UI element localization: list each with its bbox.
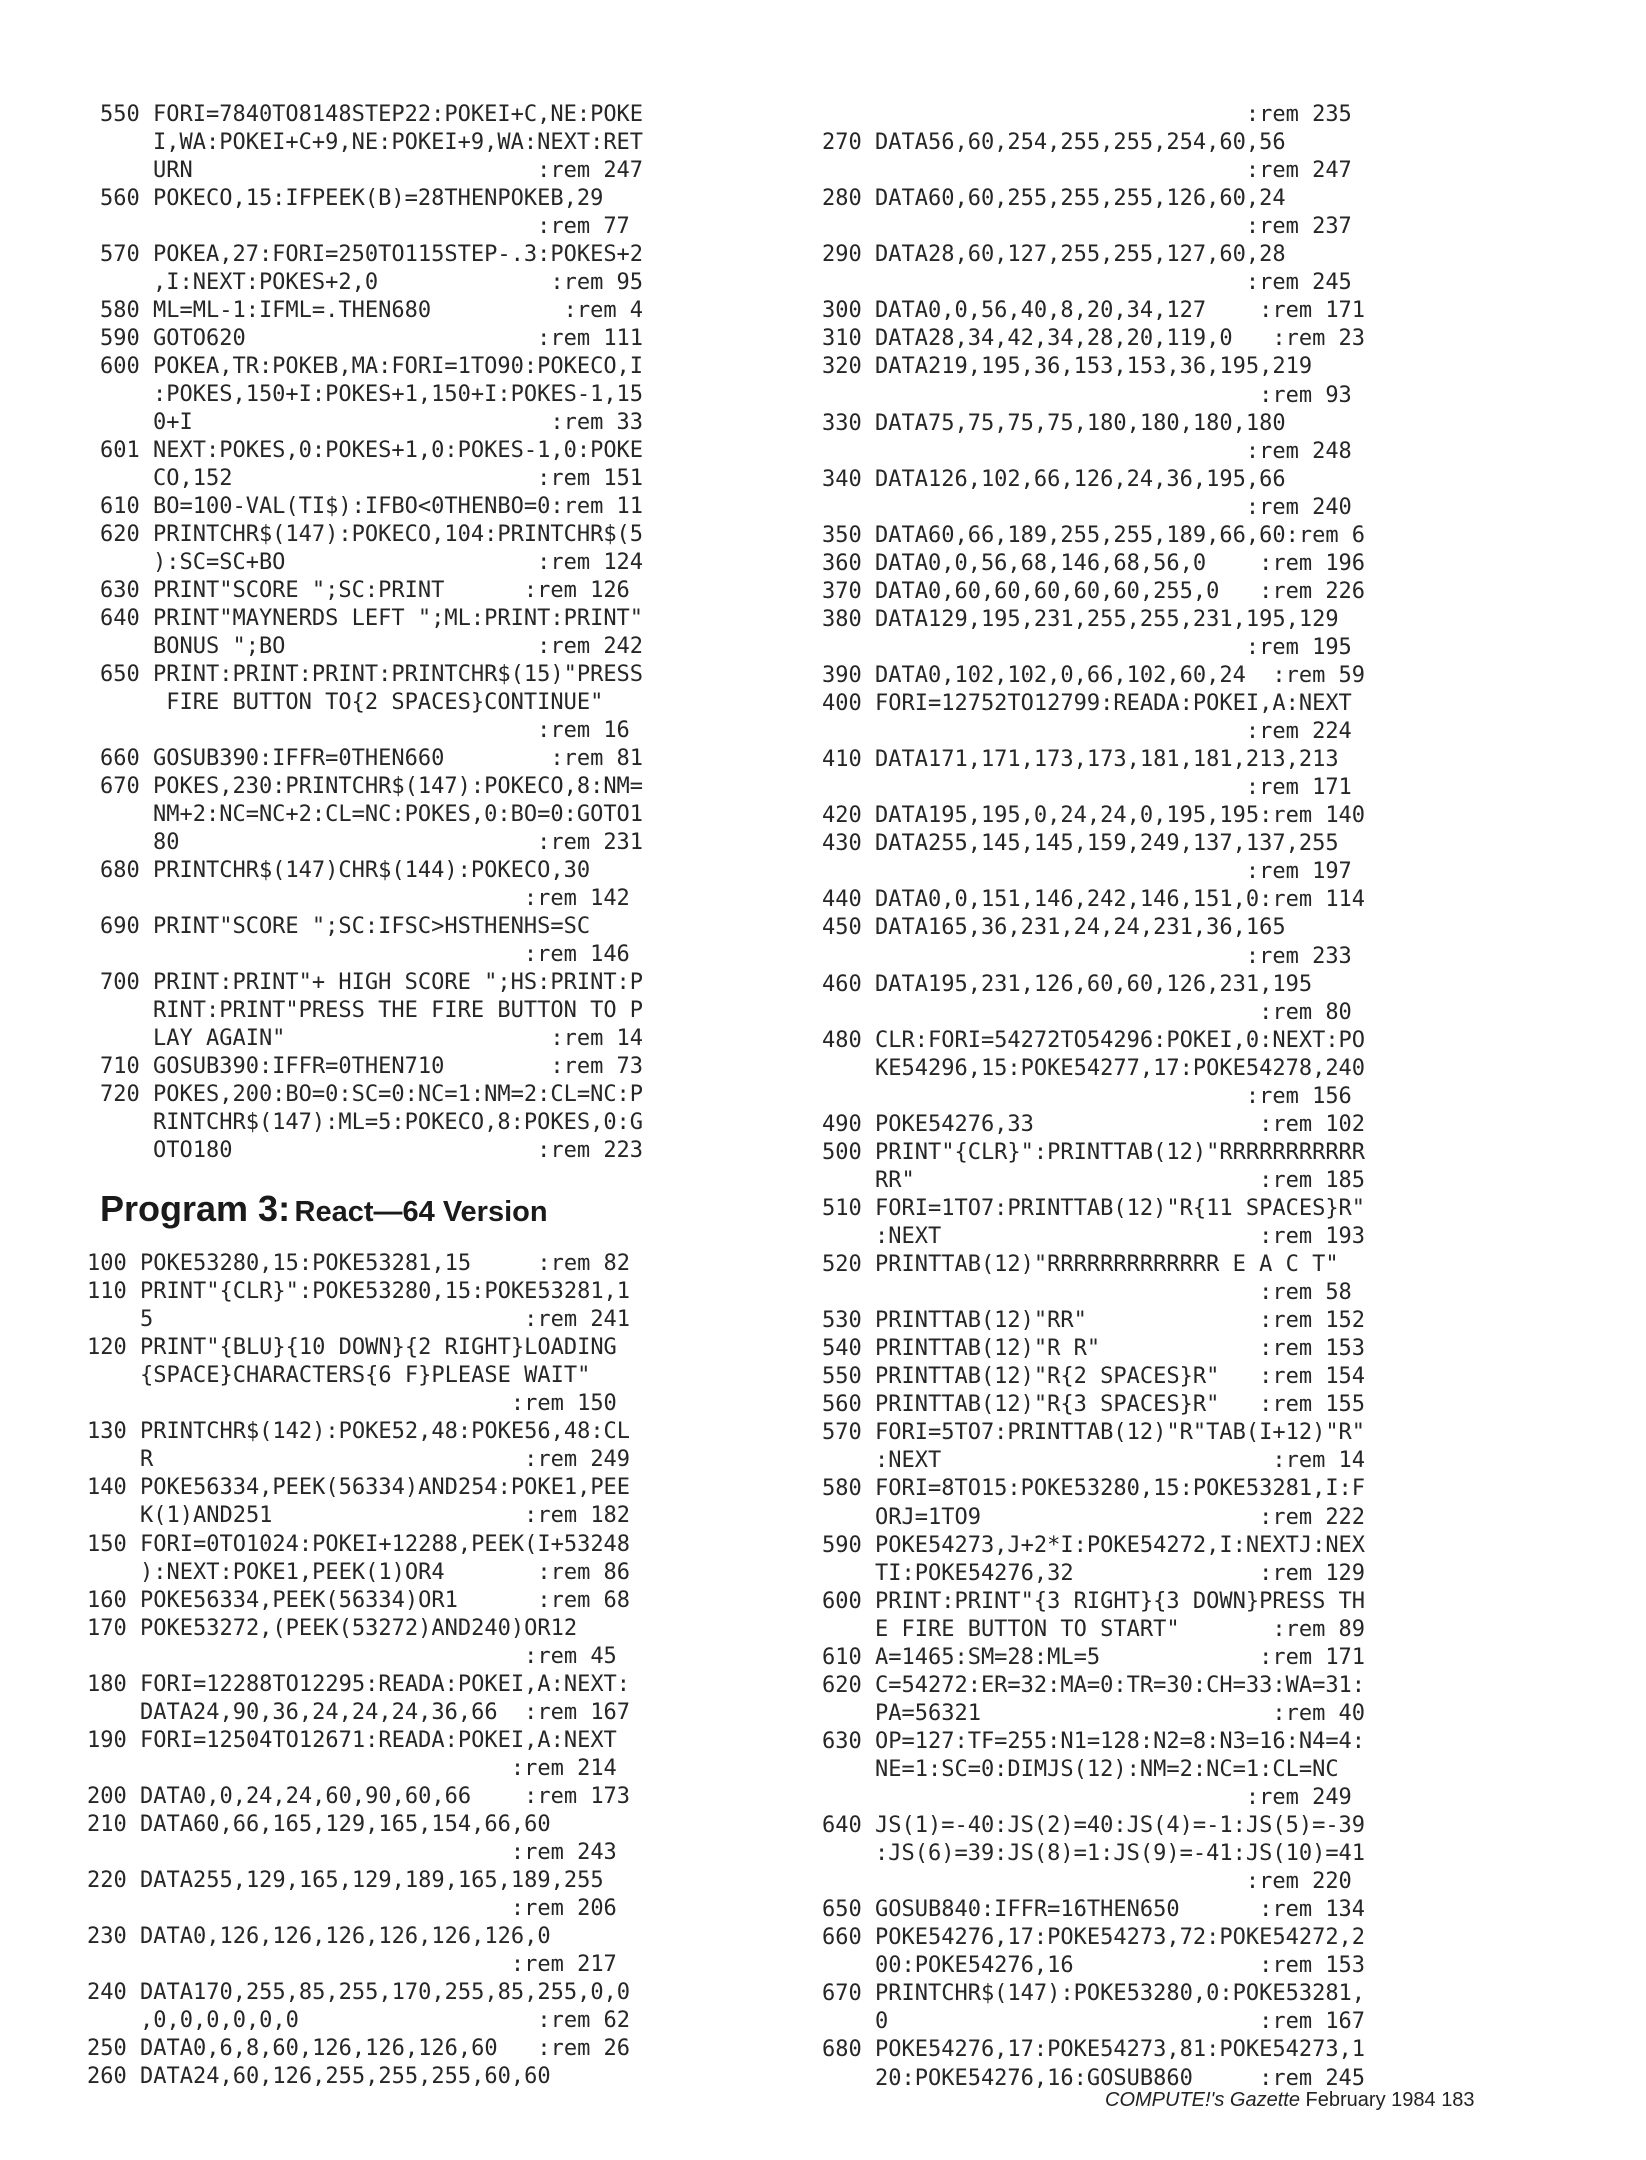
code-line: 340 DATA126,102,66,126,24,36,195,66 (822, 466, 1286, 492)
code-line: 550 PRINTTAB(12)"R{2 SPACES}R" :rem 154 (822, 1364, 1366, 1390)
code-line: :rem 243 (87, 1840, 617, 1866)
code-line: :rem 146 (100, 942, 630, 967)
code-line: 530 PRINTTAB(12)"RR" :rem 152 (822, 1308, 1366, 1334)
code-line: 320 DATA219,195,36,153,153,36,195,219 (822, 354, 1313, 380)
code-line: 370 DATA0,60,60,60,60,60,255,0 :rem 226 (822, 578, 1366, 604)
code-line: 110 PRINT"{CLR}":POKE53280,15:POKE53281,1 (87, 1279, 631, 1305)
code-line: OTO180 :rem 223 (100, 1138, 644, 1163)
code-line: :rem 206 (87, 1896, 617, 1922)
code-line: 420 DATA195,195,0,24,24,0,195,195:rem 140 (822, 803, 1366, 829)
code-line: DATA24,90,36,24,24,24,36,66 :rem 167 (87, 1699, 631, 1725)
code-line: 240 DATA170,255,85,255,170,255,85,255,0,0 (87, 1980, 631, 2006)
code-line: 580 FORI=8TO15:POKE53280,15:POKE53281,I:F (822, 1476, 1366, 1502)
code-line: 690 PRINT"SCORE ";SC:IFSC>HSTHENHS=SC (100, 914, 591, 939)
code-line: 540 PRINTTAB(12)"R R" :rem 153 (822, 1336, 1366, 1362)
code-line: 400 FORI=12752TO12799:READA:POKEI,A:NEXT (822, 691, 1352, 717)
code-line: RINT:PRINT"PRESS THE FIRE BUTTON TO P (100, 998, 644, 1023)
code-line: :rem 240 (822, 494, 1352, 520)
code-line: :rem 220 (822, 1869, 1352, 1895)
code-line: 210 DATA60,66,165,129,165,154,66,60 (87, 1812, 551, 1837)
code-line: 630 OP=127:TF=255:N1=128:N2=8:N3=16:N4=4: (822, 1728, 1366, 1754)
code-line: KE54296,15:POKE54277,17:POKE54278,240 (822, 1055, 1366, 1081)
code-line: 570 POKEA,27:FORI=250TO115STEP-.3:POKES+2 (100, 242, 644, 267)
code-line: :rem 93 (822, 382, 1352, 408)
code-line: 670 POKES,230:PRINTCHR$(147):POKECO,8:NM= (100, 774, 644, 799)
code-line: NE=1:SC=0:DIMJS(12):NM=2:NC=1:CL=NC (822, 1756, 1339, 1782)
code-line: RR" :rem 185 (822, 1167, 1366, 1193)
program-number: Program 3: (100, 1188, 291, 1229)
code-line: 360 DATA0,0,56,68,146,68,56,0 :rem 196 (822, 550, 1366, 576)
code-line: NM+2:NC=NC+2:CL=NC:POKES,0:BO=0:GOTO1 (100, 802, 644, 827)
code-line: 700 PRINT:PRINT"+ HIGH SCORE ";HS:PRINT:P (100, 970, 644, 995)
program-heading (100, 1188, 548, 1230)
code-line: 710 GOSUB390:IFFR=0THEN710 :rem 73 (100, 1054, 644, 1079)
code-line: :rem 156 (822, 1083, 1352, 1109)
code-line: :rem 247 (822, 158, 1352, 184)
code-line: 590 POKE54273,J+2*I:POKE54272,I:NEXTJ:NEX (822, 1532, 1366, 1558)
code-line: 660 POKE54276,17:POKE54273,72:POKE54272,2 (822, 1925, 1366, 1951)
code-line: 350 DATA60,66,189,255,255,189,66,60:rem 6 (822, 522, 1366, 548)
code-line: :rem 197 (822, 859, 1352, 885)
code-line: 330 DATA75,75,75,75,180,180,180,180 (822, 410, 1286, 436)
code-line: :JS(6)=39:JS(8)=1:JS(9)=-41:JS(10)=41 (822, 1841, 1366, 1867)
code-line: 650 PRINT:PRINT:PRINT:PRINTCHR$(15)"PRESS (100, 662, 644, 687)
code-line: 720 POKES,200:BO=0:SC=0:NC=1:NM=2:CL=NC:P (100, 1082, 644, 1107)
code-line: :rem 58 (822, 1280, 1352, 1306)
code-line: :NEXT :rem 193 (822, 1224, 1366, 1249)
code-line: 430 DATA255,145,145,159,249,137,137,255 (822, 831, 1339, 857)
code-line: 650 GOSUB840:IFFR=16THEN650 :rem 134 (822, 1897, 1366, 1923)
code-line: 450 DATA165,36,231,24,24,231,36,165 (822, 915, 1286, 941)
code-line: 270 DATA56,60,254,255,255,254,60,56 (822, 130, 1286, 156)
code-line: E FIRE BUTTON TO START" :rem 89 (822, 1616, 1366, 1642)
code-line: 390 DATA0,102,102,0,66,102,60,24 :rem 59 (822, 663, 1366, 688)
code-line: 200 DATA0,0,24,24,60,90,60,66 :rem 173 (87, 1783, 631, 1809)
code-line: 100 POKE53280,15:POKE53281,15 :rem 82 (87, 1251, 631, 1276)
code-line: ,I:NEXT:POKES+2,0 :rem 95 (100, 270, 644, 295)
magazine-name: COMPUTE!'s Gazette (1105, 2089, 1300, 2111)
program-subtitle: React—64 Version (294, 1196, 548, 1228)
code-line: :rem 77 (100, 214, 630, 239)
page-number: 183 (1441, 2089, 1475, 2111)
code-line: RINTCHR$(147):ML=5:POKECO,8:POKES,0:G (100, 1110, 644, 1135)
code-line: :rem 217 (87, 1952, 617, 1978)
code-line: 5 :rem 241 (87, 1307, 631, 1333)
code-line: 00:POKE54276,16 :rem 153 (822, 1953, 1366, 1979)
code-line: ):NEXT:POKE1,PEEK(1)OR4 :rem 86 (87, 1559, 631, 1585)
code-line: 0 :rem 167 (822, 2009, 1366, 2035)
code-line: 180 FORI=12288TO12295:READA:POKEI,A:NEXT: (87, 1671, 631, 1697)
code-line: 600 PRINT:PRINT"{3 RIGHT}{3 DOWN}PRESS TH (822, 1588, 1366, 1614)
code-line: :rem 249 (822, 1785, 1352, 1810)
code-line: 640 JS(1)=-40:JS(2)=40:JS(4)=-1:JS(5)=-39 (822, 1813, 1366, 1839)
code-line: 310 DATA28,34,42,34,28,20,119,0 :rem 23 (822, 326, 1366, 352)
code-line: 560 POKECO,15:IFPEEK(B)=28THENPOKEB,29 (100, 186, 604, 211)
code-line: 250 DATA0,6,8,60,126,126,126,60 :rem 26 (87, 2036, 631, 2062)
code-line: 570 FORI=5TO7:PRINTTAB(12)"R"TAB(I+12)"R" (822, 1420, 1366, 1446)
code-line: K(1)AND251 :rem 182 (87, 1503, 631, 1529)
code-line: 220 DATA255,129,165,129,189,165,189,255 (87, 1868, 604, 1894)
code-line: :rem 150 (87, 1391, 617, 1417)
code-line: :rem 214 (87, 1755, 617, 1781)
code-line: 680 PRINTCHR$(147)CHR$(144):POKECO,30 (100, 858, 591, 883)
code-line: 150 FORI=0TO1024:POKEI+12288,PEEK(I+53248 (87, 1531, 631, 1557)
code-line: :rem 171 (822, 775, 1352, 801)
code-line: 580 ML=ML-1:IFML=.THEN680 :rem 4 (100, 298, 644, 323)
code-line: 520 PRINTTAB(12)"RRRRRRRRRRRRR E A C T" (822, 1252, 1339, 1278)
code-line: 500 PRINT"{CLR}":PRINTTAB(12)"RRRRRRRRRRR (822, 1139, 1366, 1165)
code-line: 170 POKE53272,(PEEK(53272)AND240)OR12 (87, 1615, 578, 1641)
code-line: :rem 224 (822, 719, 1352, 745)
code-line: 440 DATA0,0,151,146,242,146,151,0:rem 114 (822, 887, 1366, 913)
code-line: :rem 142 (100, 886, 630, 911)
code-line: ,0,0,0,0,0,0 :rem 62 (87, 2008, 631, 2034)
code-line: :rem 45 (87, 1643, 617, 1669)
code-line: 460 DATA195,231,126,60,60,126,231,195 (822, 971, 1313, 997)
code-line: :POKES,150+I:POKES+1,150+I:POKES-1,15 (100, 382, 644, 407)
code-line: LAY AGAIN" :rem 14 (100, 1026, 644, 1051)
code-line: 380 DATA129,195,231,255,255,231,195,129 (822, 606, 1339, 632)
code-line: 20:POKE54276,16:GOSUB860 :rem 245 (822, 2065, 1366, 2091)
code-line: {SPACE}CHARACTERS{6 F}PLEASE WAIT" (87, 1363, 591, 1389)
code-line: 510 FORI=1TO7:PRINTTAB(12)"R{11 SPACES}R" (822, 1195, 1366, 1221)
code-line: 560 PRINTTAB(12)"R{3 SPACES}R" :rem 155 (822, 1392, 1366, 1418)
code-line: BONUS ";BO :rem 242 (100, 634, 644, 659)
issue-date: February 1984 (1305, 2089, 1436, 2111)
code-line: 120 PRINT"{BLU}{10 DOWN}{2 RIGHT}LOADING (87, 1335, 617, 1361)
code-line: 260 DATA24,60,126,255,255,255,60,60 (87, 2064, 551, 2090)
code-line: :rem 80 (822, 999, 1352, 1025)
code-line: PA=56321 :rem 40 (822, 1700, 1366, 1726)
code-line: 620 C=54272:ER=32:MA=0:TR=30:CH=33:WA=31: (822, 1672, 1366, 1698)
code-line: R :rem 249 (87, 1447, 631, 1473)
code-line: 590 GOTO620 :rem 111 (100, 326, 644, 351)
code-line: 190 FORI=12504TO12671:READA:POKEI,A:NEXT (87, 1727, 617, 1753)
code-line: 630 PRINT"SCORE ";SC:PRINT :rem 126 (100, 578, 630, 603)
code-line: :rem 235 (822, 102, 1352, 127)
code-line: :rem 195 (822, 634, 1352, 660)
code-line: 670 PRINTCHR$(147):POKE53280,0:POKE53281, (822, 1981, 1366, 2007)
code-line: 230 DATA0,126,126,126,126,126,126,0 (87, 1924, 551, 1950)
code-line: :rem 248 (822, 438, 1352, 464)
code-line: ):SC=SC+BO :rem 124 (100, 550, 644, 575)
code-line: 660 GOSUB390:IFFR=0THEN660 :rem 81 (100, 746, 644, 771)
code-line: 600 POKEA,TR:POKEB,MA:FORI=1TO90:POKECO,I (100, 354, 644, 379)
code-line: 280 DATA60,60,255,255,255,126,60,24 (822, 186, 1286, 212)
code-line: 610 A=1465:SM=28:ML=5 :rem 171 (822, 1644, 1366, 1670)
code-line: :rem 16 (100, 718, 630, 743)
code-line: :rem 237 (822, 214, 1352, 240)
code-line: 300 DATA0,0,56,40,8,20,34,127 :rem 171 (822, 298, 1366, 324)
code-line: :NEXT :rem 14 (822, 1448, 1366, 1474)
code-line: ORJ=1TO9 :rem 222 (822, 1504, 1366, 1530)
code-line: :rem 245 (822, 270, 1352, 296)
code-line: URN :rem 247 (100, 158, 644, 183)
code-line: 550 FORI=7840TO8148STEP22:POKEI+C,NE:POKE (100, 102, 644, 127)
code-line: 480 CLR:FORI=54272TO54296:POKEI,0:NEXT:PO (822, 1027, 1366, 1053)
code-line: :rem 233 (822, 943, 1352, 969)
code-line: 680 POKE54276,17:POKE54273,81:POKE54273,1 (822, 2037, 1366, 2063)
code-line: 410 DATA171,171,173,173,181,181,213,213 (822, 747, 1339, 773)
code-line: I,WA:POKEI+C+9,NE:POKEI+9,WA:NEXT:RET (100, 130, 644, 155)
code-line: 160 POKE56334,PEEK(56334)OR1 :rem 68 (87, 1587, 631, 1613)
page-footer (1105, 2089, 1475, 2112)
code-line: 490 POKE54276,33 :rem 102 (822, 1111, 1366, 1137)
code-line: CO,152 :rem 151 (100, 466, 644, 491)
code-line: TI:POKE54276,32 :rem 129 (822, 1560, 1366, 1586)
code-line: 620 PRINTCHR$(147):POKECO,104:PRINTCHR$(5 (100, 522, 644, 547)
code-line: 610 BO=100-VAL(TI$):IFBO<0THENBO=0:rem 11 (100, 494, 644, 519)
code-line: 640 PRINT"MAYNERDS LEFT ";ML:PRINT:PRINT" (100, 606, 644, 631)
code-line: FIRE BUTTON TO{2 SPACES}CONTINUE" (100, 690, 604, 715)
code-line: 601 NEXT:POKES,0:POKES+1,0:POKES-1,0:POKE (100, 438, 644, 463)
code-line: 140 POKE56334,PEEK(56334)AND254:POKE1,PEE (87, 1475, 631, 1501)
code-line: 0+I :rem 33 (100, 410, 644, 435)
code-line: 130 PRINTCHR$(142):POKE52,48:POKE56,48:CL (87, 1419, 631, 1445)
code-line: 80 :rem 231 (100, 830, 644, 855)
code-line: 290 DATA28,60,127,255,255,127,60,28 (822, 242, 1286, 268)
